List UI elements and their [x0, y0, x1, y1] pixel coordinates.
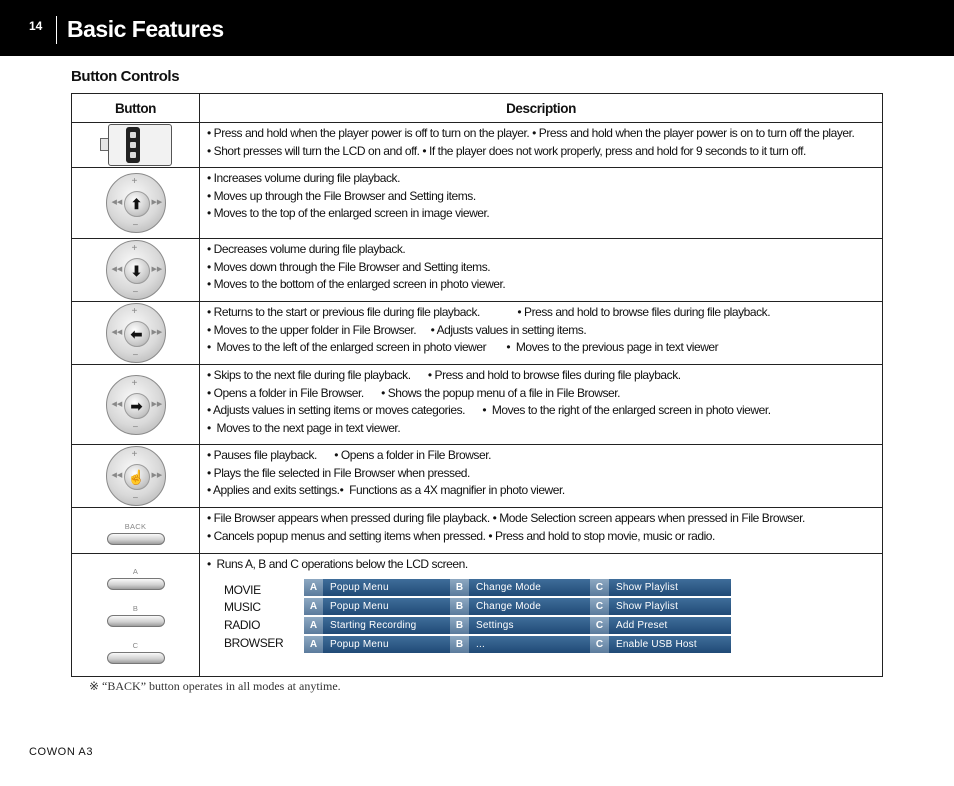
lcd-key-b: B	[450, 617, 469, 634]
description-line: • Moves up through the File Browser and Setting items.	[207, 188, 476, 203]
footer-brand: COWON A3	[29, 746, 94, 758]
lcd-row	[304, 617, 731, 634]
button-cell	[72, 239, 200, 302]
lcd-key-c: C	[590, 598, 609, 615]
table-row	[72, 445, 883, 508]
joystick-right-icon: + − ◀◀ ▶▶ ➡	[106, 375, 166, 435]
b-button-label: B	[132, 603, 139, 613]
column-header-button: Button	[72, 94, 200, 123]
description-line: • Moves down through the File Browser and Setting items.	[207, 259, 491, 274]
button-cell	[72, 365, 200, 445]
joystick-down-icon: + − ◀◀ ▶▶ ⬇	[106, 240, 166, 300]
description-cell	[200, 508, 883, 554]
description-line: • Skips to the next file during file playback. • Press and hold to browse files during file playback.	[207, 368, 681, 382]
description-cell	[200, 239, 883, 302]
description-line: • Returns to the start or previous file during file playback. • Press and hold to browse files during file playback.	[207, 305, 771, 319]
column-header-description: Description	[200, 94, 883, 123]
lcd-row	[304, 636, 731, 653]
pointing-hand-icon: ☝	[127, 469, 146, 485]
mode-name: RADIO	[224, 618, 261, 633]
mode-name: MUSIC	[224, 600, 261, 615]
joystick-press-icon: + − ◀◀ ▶▶ ☝	[106, 446, 166, 506]
button-cell	[72, 302, 200, 365]
description-line: • Applies and exits settings.• Functions as a 4X magnifier in photo viewer.	[207, 483, 565, 498]
description-cell	[200, 445, 883, 508]
description-line: • Plays the file selected in File Browser when pressed.	[207, 465, 470, 480]
lcd-label: Popup Menu	[323, 636, 450, 653]
description-line: • Adjusts values in setting items or moves categories. • Moves to the right of the enlarged screen in photo viewer.	[207, 403, 771, 418]
description-line: • Cancels popup menus and setting items when pressed. • Press and hold to stop movie, music or radio.	[207, 528, 715, 543]
lcd-key-c: C	[590, 636, 609, 653]
lcd-label: ...	[469, 636, 590, 653]
description-line: • Moves to the top of the enlarged screen in image viewer.	[207, 206, 490, 221]
lcd-key-c: C	[590, 617, 609, 634]
button-cell	[72, 168, 200, 239]
section-title: Button Controls	[71, 68, 180, 85]
lcd-key-a: A	[304, 579, 323, 596]
lcd-label: Show Playlist	[609, 598, 731, 615]
a-button-icon	[106, 567, 166, 590]
description-line: • File Browser appears when pressed during file playback. • Mode Selection screen appears when pressed in File Browser.	[207, 511, 805, 525]
page-header	[0, 0, 954, 56]
lcd-label: Show Playlist	[609, 579, 731, 596]
back-button-icon	[106, 522, 166, 545]
table-row	[72, 554, 883, 677]
table-row	[72, 168, 883, 239]
description-cell	[200, 123, 883, 168]
description-line: • Moves to the next page in text viewer.	[207, 421, 401, 436]
lcd-key-b: B	[450, 579, 469, 596]
button-cell	[72, 554, 200, 677]
table-row	[72, 123, 883, 168]
description-cell	[200, 168, 883, 239]
footnote: ※ “BACK” button operates in all modes at anytime.	[89, 679, 341, 693]
table-row	[72, 239, 883, 302]
back-button-label: BACK	[124, 522, 147, 531]
lcd-label: Change Mode	[469, 598, 590, 615]
description-line: • Runs A, B and C operations below the LCD screen.	[207, 557, 468, 571]
lcd-label: Settings	[469, 617, 590, 634]
button-controls-table	[71, 93, 883, 677]
page-title: Basic Features	[67, 16, 224, 42]
lcd-label: Enable USB Host	[609, 636, 731, 653]
page-number: 14	[29, 19, 43, 33]
lcd-key-b: B	[450, 598, 469, 615]
lcd-label: Add Preset	[609, 617, 731, 634]
button-cell	[72, 123, 200, 168]
c-button-icon	[106, 641, 166, 664]
mode-name-list	[224, 582, 304, 655]
mode-name: MOVIE	[224, 582, 261, 597]
description-line: • Short presses will turn the LCD on and off. • If the player does not work properly, press and hold for 9 seconds to it turn off.	[207, 143, 806, 158]
c-button-label: C	[132, 640, 139, 650]
table-header-row	[72, 94, 883, 123]
description-cell	[200, 302, 883, 365]
table-row	[72, 365, 883, 445]
lcd-key-b: B	[450, 636, 469, 653]
table-row	[72, 508, 883, 554]
mode-name: BROWSER	[224, 635, 284, 650]
lcd-function-bars	[304, 579, 731, 655]
lcd-label: Change Mode	[469, 579, 590, 596]
description-line: • Increases volume during file playback.	[207, 171, 400, 185]
lcd-row	[304, 579, 731, 596]
b-button-icon	[106, 604, 166, 627]
abc-buttons-icon	[72, 561, 199, 670]
description-cell	[200, 554, 883, 677]
description-line: • Press and hold when the player power is off to turn on the player. • Press and hold when the player power is on to turn off the player.	[207, 126, 855, 140]
lcd-row	[304, 598, 731, 615]
lcd-label: Popup Menu	[323, 598, 450, 615]
button-cell	[72, 445, 200, 508]
table-row	[72, 302, 883, 365]
description-line: • Moves to the upper folder in File Browser. • Adjusts values in setting items.	[207, 322, 587, 337]
description-line: • Decreases volume during file playback.	[207, 242, 406, 256]
power-hold-switch-icon	[100, 124, 172, 166]
mode-operations	[224, 582, 882, 655]
a-button-label: A	[132, 566, 139, 576]
lcd-key-c: C	[590, 579, 609, 596]
header-divider	[56, 16, 57, 44]
description-cell	[200, 365, 883, 445]
joystick-up-icon: + − ◀◀ ▶▶ ⬆	[106, 173, 166, 233]
lcd-label: Popup Menu	[323, 579, 450, 596]
lcd-key-a: A	[304, 598, 323, 615]
lcd-key-a: A	[304, 617, 323, 634]
lcd-label: Starting Recording	[323, 617, 450, 634]
lcd-key-a: A	[304, 636, 323, 653]
joystick-left-icon: + − ◀◀ ▶▶ ⬅	[106, 303, 166, 363]
button-cell	[72, 508, 200, 554]
description-line: • Moves to the bottom of the enlarged screen in photo viewer.	[207, 277, 506, 292]
description-line: • Moves to the left of the enlarged screen in photo viewer • Moves to the previous page in text viewer	[207, 340, 719, 355]
description-line: • Pauses file playback. • Opens a folder in File Browser.	[207, 448, 491, 462]
description-line: • Opens a folder in File Browser. • Shows the popup menu of a file in File Browser.	[207, 385, 621, 400]
